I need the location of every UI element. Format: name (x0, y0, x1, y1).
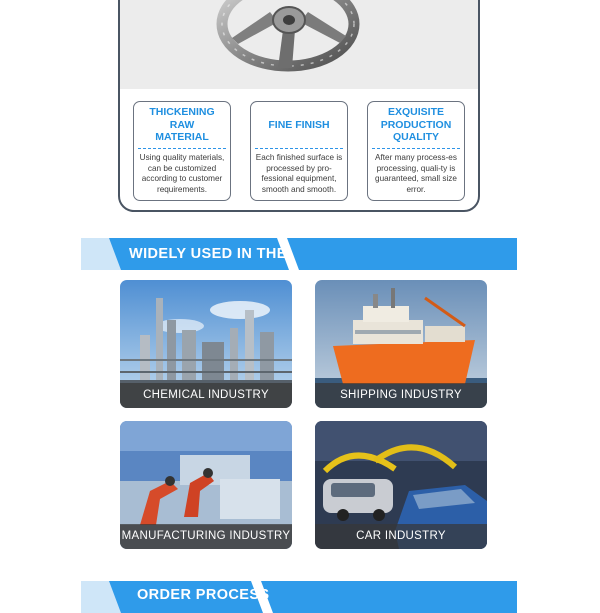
industry-tile-manufacturing[interactable] (120, 421, 292, 549)
industry-tile-chemical[interactable] (120, 280, 292, 408)
order-process-banner (81, 581, 517, 613)
feature-title: EXQUISITE PRODUCTION QUALITY (372, 102, 460, 149)
feature-title: FINE FINISH (255, 102, 343, 149)
industry-label: MANUFACTURING INDUSTRY (120, 524, 292, 549)
industry-label: CAR INDUSTRY (315, 524, 487, 549)
feature-description: After many process-es processing, quali-ty is guaranteed, small size error. (375, 153, 457, 194)
industry-tile-shipping[interactable] (315, 280, 487, 408)
section-title: WIDELY USED IN THE (129, 246, 287, 262)
product-card (118, 0, 480, 212)
section-title: ORDER PROCESS (137, 587, 270, 603)
feature-description: Using quality materials, can be customized according to customer requirements. (139, 153, 225, 194)
industry-tile-car[interactable] (315, 421, 487, 549)
industry-label: CHEMICAL INDUSTRY (120, 383, 292, 408)
feature-description: Each finished surface is processed by pro-fessional equipment, smooth and smooth. (255, 153, 343, 194)
feature-title: THICKENING RAW MATERIAL (138, 102, 226, 149)
feature-card-quality (367, 101, 465, 201)
feature-card-fine-finish (250, 101, 348, 201)
handwheel-image (120, 0, 478, 89)
feature-card-thickening (133, 101, 231, 201)
widely-used-banner (81, 238, 517, 270)
industry-label: SHIPPING INDUSTRY (315, 383, 487, 408)
